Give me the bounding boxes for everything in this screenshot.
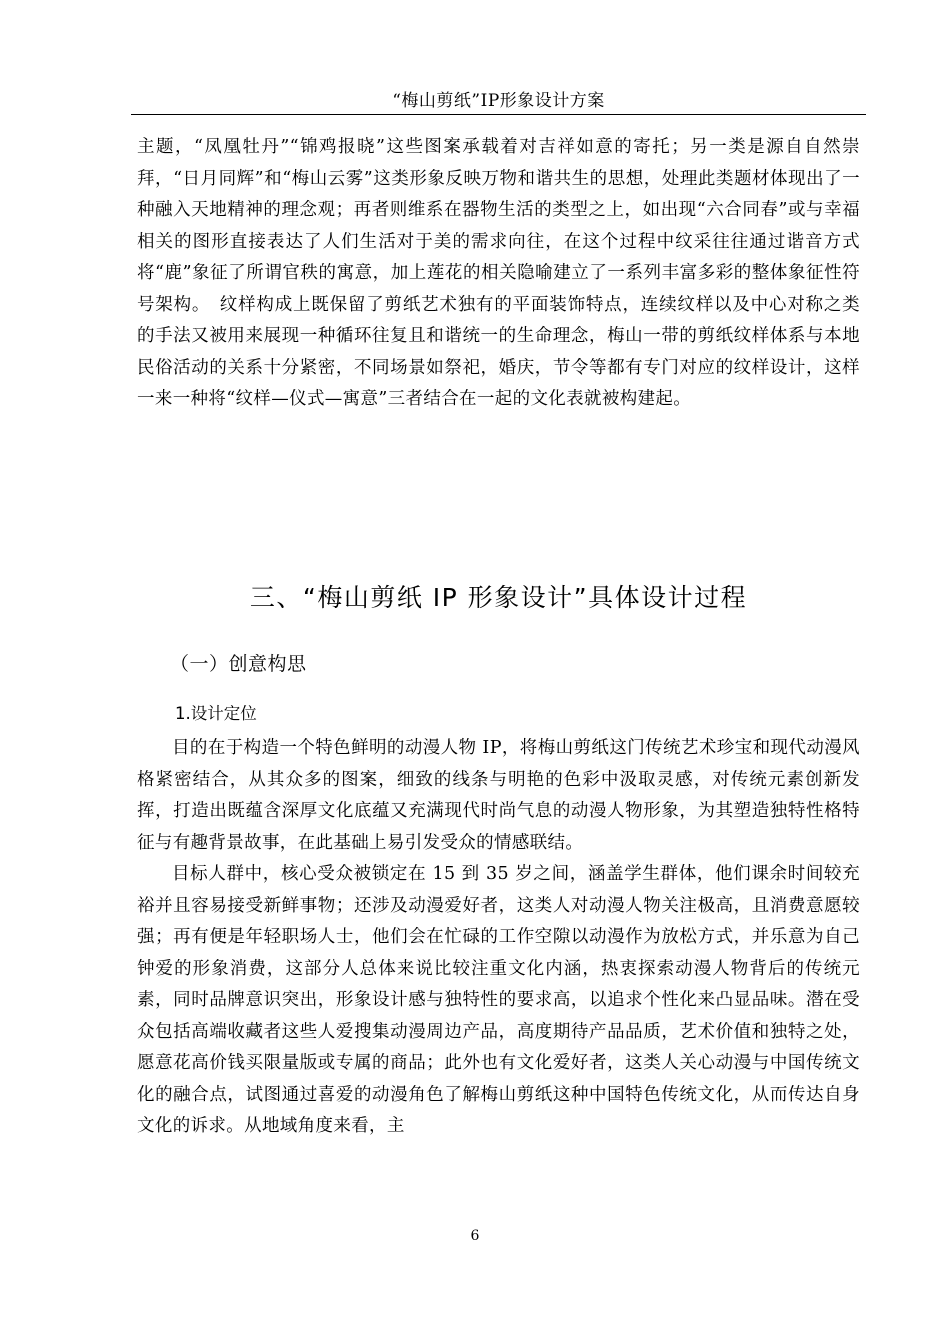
- item-heading: 1.设计定位: [175, 704, 257, 723]
- paragraph-continued: 主题，“凤凰牡丹”“锦鸡报晓”这些图案承载着对吉祥如意的寄托；另一类是源自自然崇拜，“日月同辉”和“梅山云雾”这类形象反映万物和谐共生的思想，处理此类题材体现出了一种融入天地精神的理念观；再者则维系在器物生活的类型之上，如出现“六合同春”或与幸福相关的图形直接表达了人们生活对于美的需求向往，在这个过程中纹采往往通过谐音方式将“鹿”象征了所谓官秩的寓意，加上莲花的相关隐喻建立了一系列丰富多彩的整体象征性符号架构。 纹样构成上既保留了剪纸艺术独有的平面装饰特点，连续纹样以及中心对称之类的手法又被用来展现一种循环往复且和谐统一的生命理念，梅山一带的剪纸纹样体系与本地民俗活动的关系十分紧密，不同场景如祭祀，婚庆，节令等都有专门对应的纹样设计，这样一来一种将“纹样—仪式—寓意”三者结合在一起的文化表就被构建起。: [137, 137, 860, 409]
- header-title: “梅山剪纸”IP形象设计方案: [392, 91, 605, 111]
- paragraph-design-goal: 目的在于构造一个特色鲜明的动漫人物 IP，将梅山剪纸这门传统艺术珍宝和现代动漫风格紧密结合，从其众多的图案，细致的线条与明艳的色彩中汲取灵感，对传统元素创新发挥，打造出既蕴含深厚文化底蕴又充满现代时尚气息的动漫人物形象，为其塑造独特性格特征与有趣背景故事，在此基础上易引发受众的情感联结。: [137, 738, 860, 853]
- section-heading: 三、“梅山剪纸 IP 形象设计”具体设计过程: [249, 583, 748, 612]
- subsection-heading: （一）创意构思: [170, 653, 307, 675]
- page-header: [131, 88, 866, 115]
- paragraph-target-audience: 目标人群中，核心受众被锁定在 15 到 35 岁之间，涵盖学生群体，他们课余时间较充裕并且容易接受新鲜事物；还涉及动漫爱好者，这类人对动漫人物关注极高，且消费意愿较强；再有便是年轻职场人士，他们会在忙碌的工作空隙以动漫作为放松方式，并乐意为自己钟爱的形象消费，这部分人总体来说比较注重文化内涵，热衷探索动漫人物背后的传统元素，同时品牌意识突出，形象设计感与独特性的要求高，以追求个性化来凸显品味。潜在受众包括高端收藏者这些人爱搜集动漫周边产品，高度期待产品品质，艺术价值和独特之处，愿意花高价钱买限量版或专属的商品；此外也有文化爱好者，这类人关心动漫与中国传统文化的融合点，试图通过喜爱的动漫角色了解梅山剪纸这种中国特色传统文化，从而传达自身文化的诉求。从地域角度来看，主: [137, 864, 860, 1136]
- body-text-top: [137, 132, 860, 416]
- body-text-bottom: [137, 733, 860, 1143]
- page-number: 6: [470, 1228, 480, 1244]
